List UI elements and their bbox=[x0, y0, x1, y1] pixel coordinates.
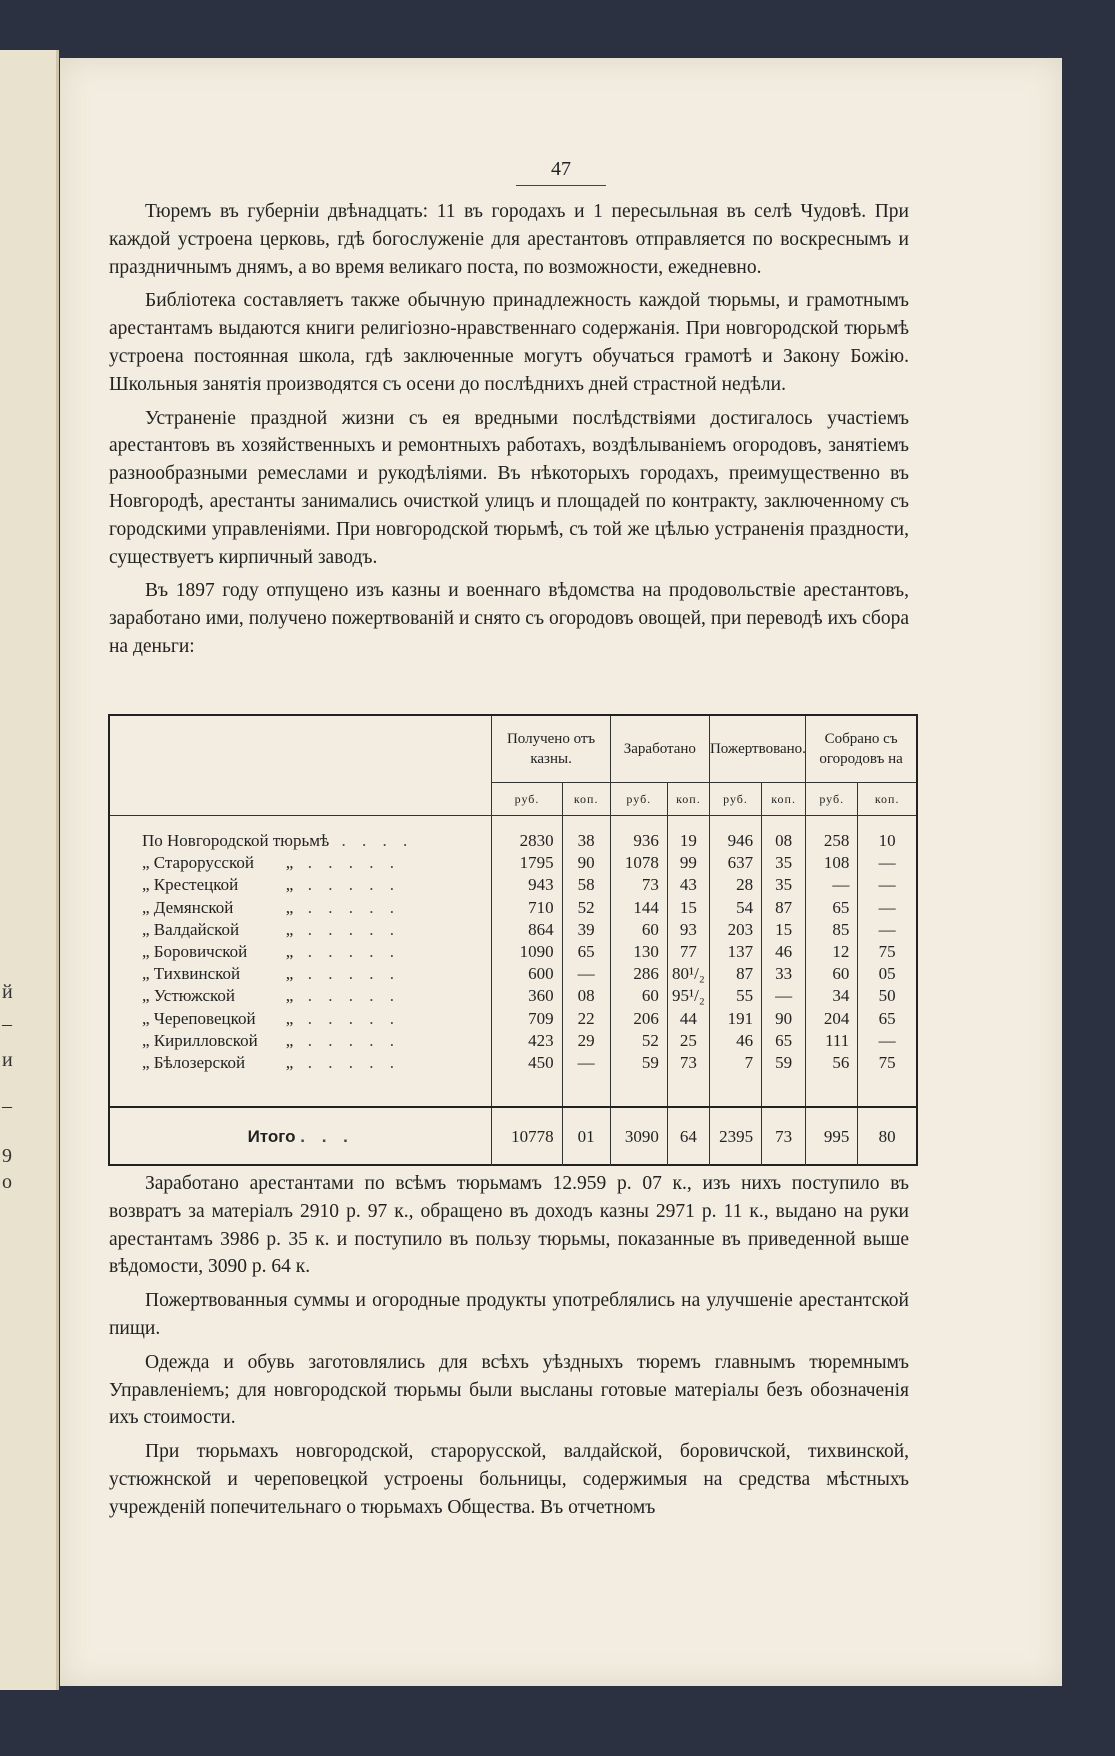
paragraph: Одежда и обувь заготовлялись для всѣхъ уѣздныхъ тюремъ главнымъ тюремнымъ Управленіемъ; для новгородской тюрьмы были высланы готовые матеріалы безъ обозначенія ихъ стоимости. bbox=[109, 1351, 909, 1429]
row-prefix: „ bbox=[142, 986, 150, 1006]
cell-donated-rub: 87 bbox=[709, 963, 761, 985]
cell-treasury-kop: 39 bbox=[562, 919, 610, 941]
table-row bbox=[110, 830, 916, 852]
row-label-cell bbox=[110, 874, 492, 896]
row-dot-leader: . . . . . bbox=[307, 1052, 401, 1072]
row-place-name: Демянской bbox=[153, 897, 234, 917]
cell-earned-rub: 73 bbox=[610, 874, 667, 896]
cell-donated-kop: 90 bbox=[762, 1008, 806, 1030]
cell-gardens-kop: 75 bbox=[858, 1052, 916, 1074]
cell-donated-rub: 54 bbox=[709, 897, 761, 919]
row-label-cell bbox=[110, 1052, 492, 1074]
cell-earned-kop: 43 bbox=[667, 874, 709, 896]
cell-treasury-rub: 864 bbox=[492, 919, 562, 941]
paragraph: Устраненіе праздной жизни съ ея вредными послѣдствіями достигалось участіемъ арестантовъ въ хозяйственныхъ и ремонтныхъ работахъ, воздѣлываніемъ огородовъ, занятіемъ разнообразными ремеслами и рукодѣліями. Въ нѣкоторыхъ городахъ, преимущественно въ Новгородѣ, арестанты занимались очисткой улицъ и площадей по контракту, заключенному съ городскими управленіями. При новгородской тюрьмѣ, съ той же цѣлью устраненія праздности, существуетъ кирпичный заводъ. bbox=[109, 407, 909, 568]
row-ditto-mark: „ bbox=[285, 853, 294, 873]
total-donated-rub: 2395 bbox=[709, 1107, 761, 1166]
margin-fragment: и bbox=[2, 1049, 13, 1071]
cell-earned-rub: 286 bbox=[610, 963, 667, 985]
cell-earned-rub: 60 bbox=[610, 919, 667, 941]
cell-earned-rub: 936 bbox=[610, 830, 667, 852]
cell-donated-rub: 946 bbox=[709, 830, 761, 852]
cell-gardens-rub: 56 bbox=[806, 1052, 858, 1074]
cell-gardens-rub: — bbox=[806, 874, 858, 896]
cell-donated-kop: 33 bbox=[762, 963, 806, 985]
total-dots: . . . bbox=[300, 1127, 354, 1147]
cell-earned-kop: 80¹/₂ bbox=[667, 963, 709, 985]
row-prefix: „ bbox=[142, 942, 150, 962]
cell-treasury-kop: 52 bbox=[562, 897, 610, 919]
document-page bbox=[60, 58, 1062, 1686]
cell-gardens-kop: 75 bbox=[858, 941, 916, 963]
margin-fragment: – bbox=[2, 1013, 12, 1035]
row-ditto-mark: „ bbox=[285, 964, 294, 984]
row-place-name: Крестецкой bbox=[153, 875, 239, 895]
paragraph: Въ 1897 году отпущено изъ казны и военнаго вѣдомства на продовольствіе арестантовъ, заработано ими, получено пожертвованій и снято съ огородовъ овощей, при переводѣ ихъ сбора на деньги: bbox=[109, 580, 909, 657]
margin-fragment: о bbox=[2, 1171, 12, 1193]
cell-gardens-rub: 34 bbox=[806, 985, 858, 1007]
row-prefix: „ bbox=[142, 919, 150, 939]
total-earned-kop: 64 bbox=[667, 1107, 709, 1166]
cell-donated-kop: 87 bbox=[762, 897, 806, 919]
cell-treasury-kop: — bbox=[562, 963, 610, 985]
paragraph: При тюрьмахъ новгородской, старорусской, валдайской, боровичской, тихвинской, устюжнской и череповецкой устроены больницы, содержимыя на средства мѣстныхъ учрежденій попечительнаго о тюрьмахъ Общества. Въ отчетномъ bbox=[109, 1441, 909, 1518]
cell-treasury-kop: — bbox=[562, 1052, 610, 1074]
row-dot-leader: . . . . . bbox=[307, 853, 401, 873]
subheader-kop: коп. bbox=[667, 783, 709, 816]
row-label-cell bbox=[110, 897, 492, 919]
row-prefix: „ bbox=[142, 1030, 150, 1050]
cell-donated-kop: 59 bbox=[762, 1052, 806, 1074]
total-gardens-rub: 995 bbox=[806, 1107, 858, 1166]
row-prefix: „ bbox=[142, 897, 150, 917]
row-prefix: По bbox=[142, 831, 163, 851]
total-label-cell bbox=[110, 1107, 492, 1166]
cell-gardens-rub: 65 bbox=[806, 897, 858, 919]
table-row bbox=[110, 1052, 916, 1074]
cell-earned-kop: 15 bbox=[667, 897, 709, 919]
table-row bbox=[110, 1030, 916, 1052]
table-body bbox=[110, 830, 916, 1074]
cell-gardens-kop: — bbox=[858, 1030, 916, 1052]
row-ditto-mark: „ bbox=[285, 1030, 294, 1050]
subheader-rub: руб. bbox=[806, 783, 858, 816]
row-place-name: Боровичской bbox=[153, 942, 248, 962]
row-dot-leader: . . . . . bbox=[307, 964, 401, 984]
row-prefix: „ bbox=[142, 853, 150, 873]
cell-gardens-kop: — bbox=[858, 852, 916, 874]
cell-earned-kop: 19 bbox=[667, 830, 709, 852]
table-row bbox=[110, 1008, 916, 1030]
table-row bbox=[110, 941, 916, 963]
cell-gardens-rub: 204 bbox=[806, 1008, 858, 1030]
row-label-cell bbox=[110, 830, 492, 852]
row-prefix: „ bbox=[142, 1008, 150, 1028]
cell-gardens-kop: 65 bbox=[858, 1008, 916, 1030]
cell-gardens-rub: 85 bbox=[806, 919, 858, 941]
margin-fragment: й bbox=[2, 981, 13, 1003]
row-place-name: Бѣлозерской bbox=[153, 1052, 246, 1072]
cell-earned-kop: 99 bbox=[667, 852, 709, 874]
row-place-name: Кирилловской bbox=[153, 1030, 258, 1050]
cell-treasury-kop: 29 bbox=[562, 1030, 610, 1052]
paragraph: Библіотека составляетъ также обычную принадлежность каждой тюрьмы, и грамотнымъ арестантамъ выдаются книги религіозно-нравственнаго содержанія. При новгородской тюрьмѣ устроена постоянная школа, гдѣ заключенные могутъ обучаться грамотѣ и Закону Божію. Школьныя занятія производятся съ осени до послѣднихъ дней страстной недѣли. bbox=[109, 290, 909, 395]
body-text-bottom bbox=[109, 1170, 909, 1528]
cell-donated-kop: 46 bbox=[762, 941, 806, 963]
cell-treasury-rub: 2830 bbox=[492, 830, 562, 852]
cell-gardens-rub: 111 bbox=[806, 1030, 858, 1052]
subheader-kop: коп. bbox=[762, 783, 806, 816]
cell-earned-rub: 1078 bbox=[610, 852, 667, 874]
cell-gardens-rub: 12 bbox=[806, 941, 858, 963]
cell-treasury-kop: 38 bbox=[562, 830, 610, 852]
subheader-rub: руб. bbox=[492, 783, 562, 816]
row-dot-leader: . . . . . bbox=[307, 875, 401, 895]
row-dot-leader: . . . . . bbox=[307, 942, 401, 962]
cell-donated-rub: 7 bbox=[709, 1052, 761, 1074]
row-place-name: Новгородской тюрьмѣ bbox=[167, 831, 330, 851]
cell-gardens-rub: 258 bbox=[806, 830, 858, 852]
row-ditto-mark: „ bbox=[285, 986, 294, 1006]
cell-treasury-kop: 58 bbox=[562, 874, 610, 896]
row-place-name: Валдайской bbox=[153, 919, 240, 939]
cell-treasury-rub: 1795 bbox=[492, 852, 562, 874]
row-dot-leader: . . . . . bbox=[307, 919, 401, 939]
cell-donated-kop: 15 bbox=[762, 919, 806, 941]
cell-treasury-rub: 423 bbox=[492, 1030, 562, 1052]
total-gardens-kop: 80 bbox=[858, 1107, 916, 1166]
cell-treasury-rub: 943 bbox=[492, 874, 562, 896]
row-label-cell bbox=[110, 852, 492, 874]
cell-earned-rub: 144 bbox=[610, 897, 667, 919]
paragraph: Пожертвованныя суммы и огородные продукты употреблялись на улучшеніе арестантской пищи. bbox=[109, 1290, 909, 1339]
row-ditto-mark: „ bbox=[285, 897, 294, 917]
cell-treasury-rub: 600 bbox=[492, 963, 562, 985]
row-dot-leader: . . . . . bbox=[307, 897, 401, 917]
cell-treasury-rub: 450 bbox=[492, 1052, 562, 1074]
cell-donated-rub: 137 bbox=[709, 941, 761, 963]
cell-gardens-kop: — bbox=[858, 919, 916, 941]
row-label-cell bbox=[110, 941, 492, 963]
cell-earned-rub: 52 bbox=[610, 1030, 667, 1052]
table-corner-cell bbox=[110, 716, 492, 816]
total-label: Итого bbox=[247, 1127, 296, 1147]
total-treasury-rub: 10778 bbox=[492, 1107, 562, 1166]
cell-treasury-rub: 709 bbox=[492, 1008, 562, 1030]
cell-donated-kop: 65 bbox=[762, 1030, 806, 1052]
col-header-donated: Пожертвовано. bbox=[709, 716, 805, 783]
row-ditto-mark: „ bbox=[285, 1008, 294, 1028]
cell-treasury-rub: 1090 bbox=[492, 941, 562, 963]
cell-gardens-rub: 60 bbox=[806, 963, 858, 985]
cell-donated-rub: 637 bbox=[709, 852, 761, 874]
cell-earned-kop: 93 bbox=[667, 919, 709, 941]
total-earned-rub: 3090 bbox=[610, 1107, 667, 1166]
row-dot-leader: . . . . . bbox=[321, 831, 414, 851]
cell-earned-rub: 60 bbox=[610, 985, 667, 1007]
margin-fragment: 9 bbox=[2, 1145, 12, 1167]
paragraph: Заработано арестантами по всѣмъ тюрьмамъ 12.959 р. 07 к., изъ нихъ поступило въ возвратъ за матеріалъ 2910 р. 97 к., обращено въ доходъ казны 2971 р. 11 к., выдано на руки арестантамъ 3986 р. 35 к. и поступило въ пользу тюрьмы, показанные въ приведенной выше вѣдомости, 3090 р. 64 к. bbox=[109, 1173, 909, 1278]
table-total-row bbox=[110, 1107, 916, 1166]
cell-gardens-kop: — bbox=[858, 874, 916, 896]
cell-gardens-kop: 50 bbox=[858, 985, 916, 1007]
row-label-cell bbox=[110, 1030, 492, 1052]
subheader-kop: коп. bbox=[562, 783, 610, 816]
cell-earned-rub: 206 bbox=[610, 1008, 667, 1030]
cell-earned-rub: 130 bbox=[610, 941, 667, 963]
row-dot-leader: . . . . . bbox=[307, 986, 401, 1006]
cell-treasury-kop: 65 bbox=[562, 941, 610, 963]
cell-donated-kop: — bbox=[762, 985, 806, 1007]
cell-treasury-kop: 22 bbox=[562, 1008, 610, 1030]
paragraph: Тюремъ въ губерніи двѣнадцать: 11 въ городахъ и 1 пересыльная въ селѣ Чудовѣ. При каждой устроена церковь, гдѣ богослуженіе для арестантовъ отправляется по воскреснымъ и праздничнымъ днямъ, а во время великаго поста, по возможности, ежедневно. bbox=[109, 201, 909, 278]
subheader-rub: руб. bbox=[610, 783, 667, 816]
page-number-rule bbox=[516, 185, 606, 186]
row-place-name: Череповецкой bbox=[153, 1008, 256, 1028]
cell-earned-kop: 95¹/₂ bbox=[667, 985, 709, 1007]
row-prefix: „ bbox=[142, 875, 150, 895]
cell-treasury-kop: 90 bbox=[562, 852, 610, 874]
row-ditto-mark: „ bbox=[285, 942, 294, 962]
row-ditto-mark: „ bbox=[285, 1052, 294, 1072]
margin-fragment: – bbox=[2, 1095, 12, 1117]
cell-donated-rub: 55 bbox=[709, 985, 761, 1007]
cell-donated-kop: 35 bbox=[762, 874, 806, 896]
row-prefix: „ bbox=[142, 964, 150, 984]
col-header-earned: Заработано bbox=[610, 716, 709, 783]
row-label-cell bbox=[110, 985, 492, 1007]
table-row bbox=[110, 919, 916, 941]
cell-earned-kop: 73 bbox=[667, 1052, 709, 1074]
row-ditto-mark: „ bbox=[285, 919, 294, 939]
facing-page-edge bbox=[0, 50, 59, 1690]
table-row bbox=[110, 897, 916, 919]
total-donated-kop: 73 bbox=[762, 1107, 806, 1166]
col-header-treasury: Получено отъ казны. bbox=[492, 716, 610, 783]
table-row bbox=[110, 963, 916, 985]
cell-gardens-kop: — bbox=[858, 897, 916, 919]
cell-earned-kop: 77 bbox=[667, 941, 709, 963]
cell-gardens-kop: 05 bbox=[858, 963, 916, 985]
row-dot-leader: . . . . . bbox=[307, 1008, 401, 1028]
cell-earned-kop: 44 bbox=[667, 1008, 709, 1030]
cell-donated-rub: 28 bbox=[709, 874, 761, 896]
subheader-kop: коп. bbox=[858, 783, 916, 816]
row-prefix: „ bbox=[142, 1052, 150, 1072]
prison-income-table bbox=[108, 714, 918, 1166]
cell-donated-rub: 46 bbox=[709, 1030, 761, 1052]
cell-donated-kop: 08 bbox=[762, 830, 806, 852]
cell-treasury-kop: 08 bbox=[562, 985, 610, 1007]
cell-treasury-rub: 710 bbox=[492, 897, 562, 919]
cell-donated-rub: 191 bbox=[709, 1008, 761, 1030]
cell-donated-kop: 35 bbox=[762, 852, 806, 874]
cell-earned-rub: 59 bbox=[610, 1052, 667, 1074]
row-label-cell bbox=[110, 963, 492, 985]
row-place-name: Устюжской bbox=[153, 986, 236, 1006]
row-label-cell bbox=[110, 1008, 492, 1030]
body-text-top bbox=[109, 198, 909, 667]
cell-treasury-rub: 360 bbox=[492, 985, 562, 1007]
row-dot-leader: . . . . . bbox=[307, 1030, 401, 1050]
cell-donated-rub: 203 bbox=[709, 919, 761, 941]
table-row bbox=[110, 985, 916, 1007]
page-number bbox=[60, 158, 1062, 186]
table-row bbox=[110, 874, 916, 896]
cell-earned-kop: 25 bbox=[667, 1030, 709, 1052]
cell-gardens-kop: 10 bbox=[858, 830, 916, 852]
subheader-rub: руб. bbox=[709, 783, 761, 816]
row-place-name: Старорусской bbox=[153, 853, 254, 873]
col-header-gardens: Собрано съ огородовъ на bbox=[806, 716, 916, 783]
row-label-cell bbox=[110, 919, 492, 941]
row-ditto-mark: „ bbox=[285, 875, 294, 895]
total-treasury-kop: 01 bbox=[562, 1107, 610, 1166]
cell-gardens-rub: 108 bbox=[806, 852, 858, 874]
page-number-text: 47 bbox=[551, 158, 571, 180]
table-row bbox=[110, 852, 916, 874]
row-place-name: Тихвинской bbox=[153, 964, 241, 984]
